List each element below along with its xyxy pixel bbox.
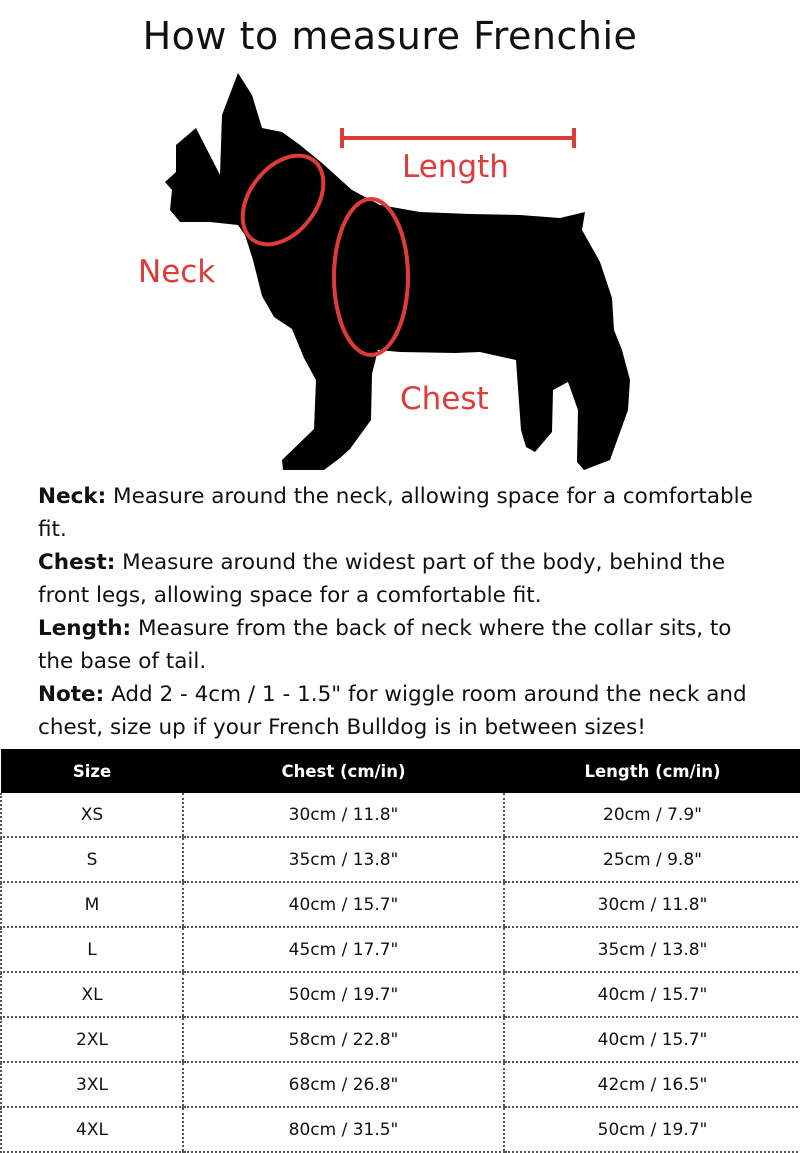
cell-chest: 58cm / 22.8" bbox=[183, 1017, 504, 1062]
cell-size: S bbox=[1, 837, 183, 882]
cell-size: 2XL bbox=[1, 1017, 183, 1062]
table-header-row bbox=[1, 749, 800, 793]
instruction-chest bbox=[38, 546, 768, 612]
chest-label: Chest bbox=[400, 381, 489, 417]
instruction-length bbox=[38, 612, 768, 678]
cell-length: 25cm / 9.8" bbox=[504, 837, 800, 882]
cell-size: 4XL bbox=[1, 1107, 183, 1152]
cell-size: L bbox=[1, 927, 183, 972]
size-chart-table bbox=[0, 749, 800, 1153]
table-row bbox=[1, 1062, 800, 1107]
neck-label: Neck bbox=[138, 254, 216, 290]
cell-size: XL bbox=[1, 972, 183, 1017]
cell-length: 30cm / 11.8" bbox=[504, 882, 800, 927]
table-row bbox=[1, 972, 800, 1017]
cell-length: 20cm / 7.9" bbox=[504, 793, 800, 837]
cell-chest: 50cm / 19.7" bbox=[183, 972, 504, 1017]
table-row bbox=[1, 882, 800, 927]
length-measure-line bbox=[342, 128, 574, 148]
cell-chest: 35cm / 13.8" bbox=[183, 837, 504, 882]
instruction-term: Note: bbox=[38, 682, 105, 707]
cell-chest: 45cm / 17.7" bbox=[183, 927, 504, 972]
cell-chest: 80cm / 31.5" bbox=[183, 1107, 504, 1152]
cell-length: 40cm / 15.7" bbox=[504, 972, 800, 1017]
instruction-term: Chest: bbox=[38, 550, 116, 575]
french-bulldog-silhouette bbox=[165, 73, 630, 470]
instruction-term: Neck: bbox=[38, 484, 107, 509]
table-row bbox=[1, 1107, 800, 1152]
length-label: Length bbox=[402, 149, 509, 185]
header-chest: Chest (cm/in) bbox=[183, 749, 504, 793]
dog-diagram-svg bbox=[0, 60, 800, 480]
cell-chest: 68cm / 26.8" bbox=[183, 1062, 504, 1107]
measurement-diagram bbox=[0, 60, 800, 480]
page-title: How to measure Frenchie bbox=[142, 14, 638, 58]
instruction-neck bbox=[38, 480, 768, 546]
table-row bbox=[1, 1017, 800, 1062]
cell-chest: 30cm / 11.8" bbox=[183, 793, 504, 837]
instruction-note bbox=[38, 678, 768, 744]
cell-length: 42cm / 16.5" bbox=[504, 1062, 800, 1107]
cell-size: 3XL bbox=[1, 1062, 183, 1107]
instruction-text: Add 2 - 4cm / 1 - 1.5" for wiggle room around the neck and chest, size up if your French Bulldog is in between sizes! bbox=[38, 682, 747, 740]
cell-length: 50cm / 19.7" bbox=[504, 1107, 800, 1152]
instruction-term: Length: bbox=[38, 616, 132, 641]
cell-length: 35cm / 13.8" bbox=[504, 927, 800, 972]
table-row bbox=[1, 793, 800, 837]
cell-chest: 40cm / 15.7" bbox=[183, 882, 504, 927]
header-length: Length (cm/in) bbox=[504, 749, 800, 793]
instruction-text: Measure around the neck, allowing space for a comfortable fit. bbox=[38, 484, 753, 542]
table-row bbox=[1, 837, 800, 882]
header-size: Size bbox=[1, 749, 183, 793]
cell-length: 40cm / 15.7" bbox=[504, 1017, 800, 1062]
instruction-text: Measure from the back of neck where the collar sits, to the base of tail. bbox=[38, 616, 732, 674]
table-row bbox=[1, 927, 800, 972]
instruction-text: Measure around the widest part of the body, behind the front legs, allowing space for a comfortable fit. bbox=[38, 550, 726, 608]
cell-size: XS bbox=[1, 793, 183, 837]
measuring-instructions bbox=[38, 480, 768, 744]
cell-size: M bbox=[1, 882, 183, 927]
